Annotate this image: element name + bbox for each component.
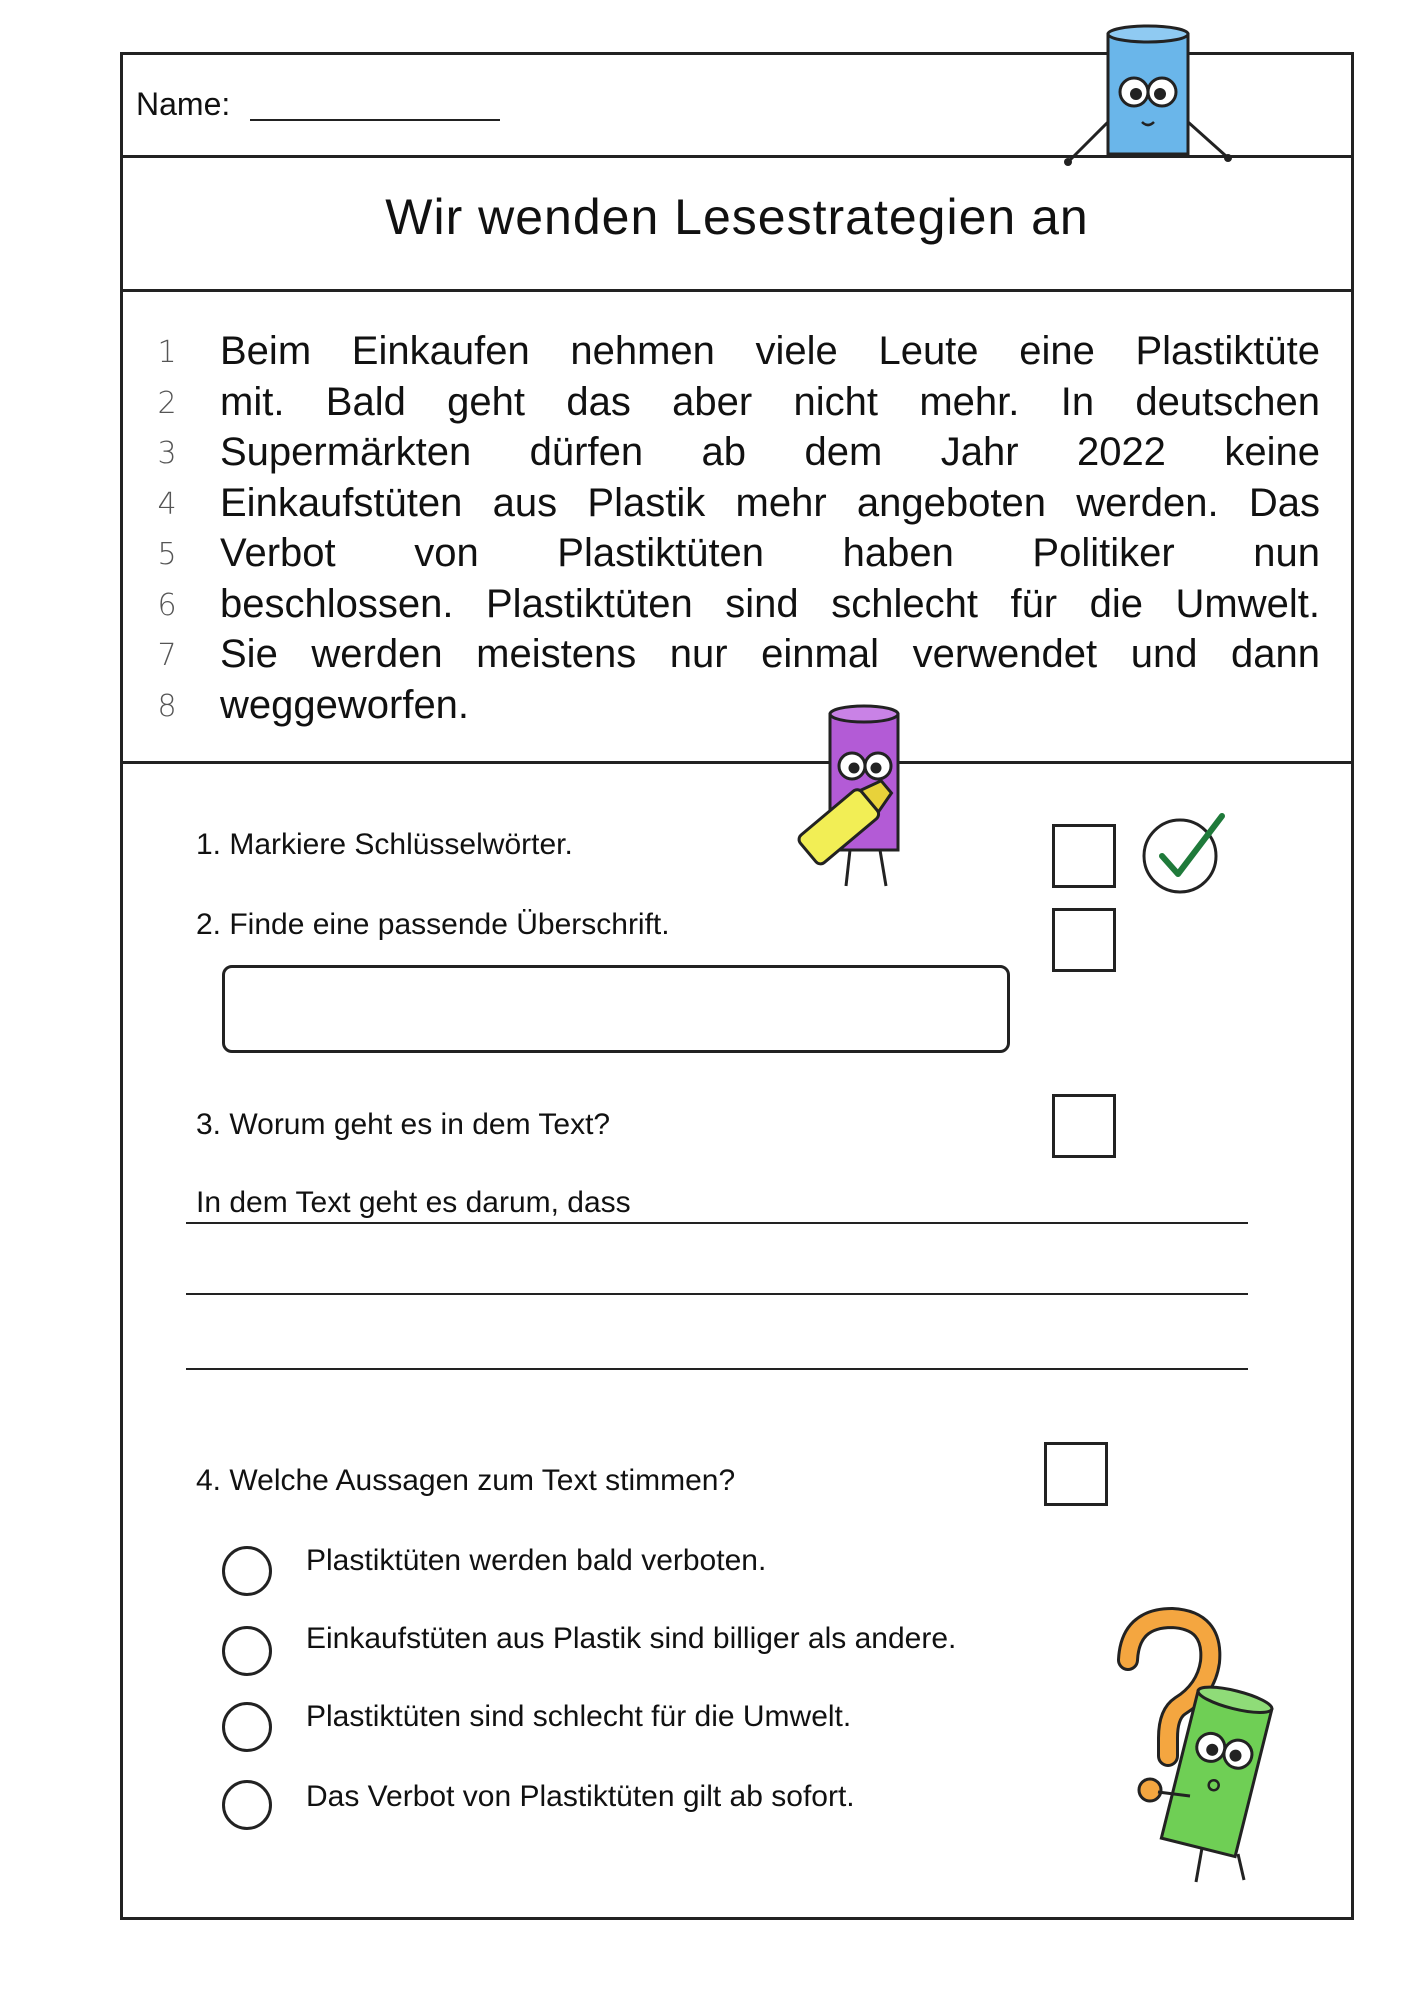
option-label: Das Verbot von Plastiktüten gilt ab sofort. <box>306 1780 855 1813</box>
task-2-checkbox[interactable] <box>1052 908 1116 972</box>
heading-answer-box[interactable] <box>222 965 1010 1053</box>
task-1: 1. Markiere Schlüsselwörter. <box>196 828 573 861</box>
text-divider <box>123 761 1351 764</box>
purple-highlighter-character-icon <box>780 700 930 900</box>
text-line: Einkaufstüten aus Plastik mehr angeboten werden. Das <box>220 480 1320 525</box>
text-line: mit. Bald geht das aber nicht mehr. In deutschen <box>220 379 1320 424</box>
task-4-checkbox[interactable] <box>1044 1442 1108 1506</box>
text-line: Sie werden meistens nur einmal verwendet und dann <box>220 632 1320 676</box>
text-line: beschlossen. Plastiktüten sind schlecht für die Umwelt. <box>220 581 1320 626</box>
task-1-checkbox[interactable] <box>1052 824 1116 888</box>
option-label: Plastiktüten sind schlecht für die Umwelt. <box>306 1700 852 1733</box>
green-thinking-character-icon <box>1110 1610 1310 1890</box>
line-number: 5 <box>157 537 177 572</box>
blue-pencil-character-icon <box>1050 22 1250 172</box>
name-field[interactable] <box>250 119 500 121</box>
writing-line[interactable] <box>186 1368 1248 1370</box>
option-label: Plastiktüten werden bald verboten. <box>306 1544 767 1577</box>
line-numbers <box>152 328 182 732</box>
line-number: 6 <box>157 587 177 623</box>
line-number: 8 <box>157 688 177 724</box>
text-line: weggeworfen. <box>220 682 470 727</box>
sentence-starter: In dem Text geht es darum, dass <box>196 1186 631 1219</box>
text-line: Beim Einkaufen nehmen viele Leute eine Plastiktüte <box>220 329 1320 373</box>
task-2: 2. Finde eine passende Überschrift. <box>196 908 670 941</box>
option-radio-4[interactable] <box>222 1780 272 1830</box>
line-number: 1 <box>157 335 177 370</box>
line-number: 3 <box>157 436 177 471</box>
green-checkmark-icon <box>1140 808 1230 898</box>
writing-line[interactable] <box>186 1222 1248 1224</box>
line-number: 7 <box>157 638 177 673</box>
title-divider <box>123 289 1351 292</box>
line-number: 4 <box>157 486 177 522</box>
text-line: Supermärkten dürfen ab dem Jahr 2022 keine <box>220 430 1320 474</box>
reading-text <box>220 326 1320 730</box>
text-line: Verbot von Plastiktüten haben Politiker nun <box>220 531 1320 575</box>
option-radio-3[interactable] <box>222 1702 272 1752</box>
writing-line[interactable] <box>186 1293 1248 1295</box>
option-radio-1[interactable] <box>222 1546 272 1596</box>
task-3: 3. Worum geht es in dem Text? <box>196 1108 611 1141</box>
page-title: Wir wenden Lesestrategien an <box>385 189 1089 245</box>
option-label: Einkaufstüten aus Plastik sind billiger als andere. <box>306 1622 957 1655</box>
name-label: Name: <box>136 86 231 122</box>
line-number: 2 <box>157 385 177 421</box>
task-3-checkbox[interactable] <box>1052 1094 1116 1158</box>
option-radio-2[interactable] <box>222 1626 272 1676</box>
task-4: 4. Welche Aussagen zum Text stimmen? <box>196 1464 736 1497</box>
